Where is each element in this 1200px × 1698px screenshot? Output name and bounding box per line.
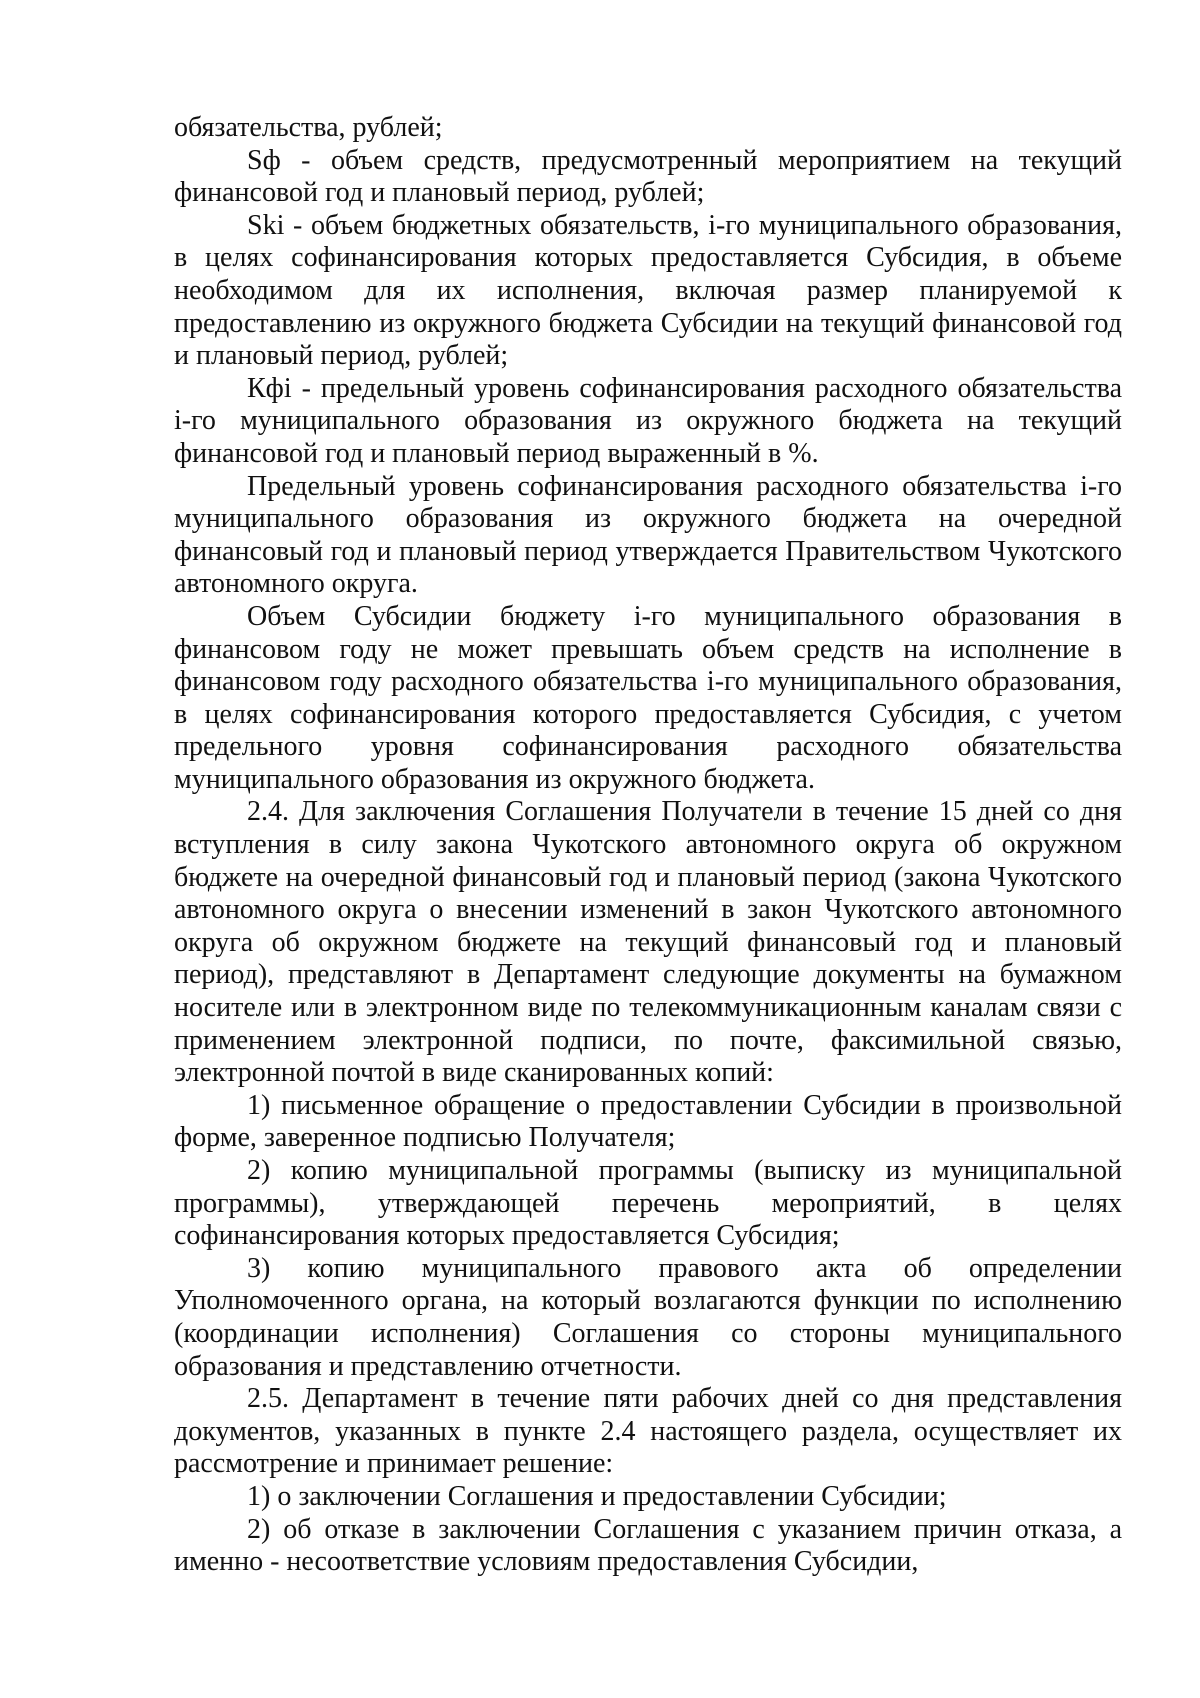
paragraph-definition-kfi: Кфi - предельный уровень софинансирования расходного обязательства i-го муниципального образования из окружного бюджета на текущий финансовой год и плановый период выраженный в %. — [174, 372, 1122, 469]
list-item-2-4-1: 1) письменное обращение о предоставлении Субсидии в произвольной форме, заверенное подписью Получателя; — [174, 1089, 1122, 1154]
list-item-2-4-3: 3) копию муниципального правового акта об определении Уполномоченного органа, на который возлагаются функции по исполнению (координации исполнения) Соглашения со стороны муниципального образования и представлению отчетности. — [174, 1252, 1122, 1382]
list-item-2-5-1: 1) о заключении Соглашения и предоставлении Субсидии; — [247, 1480, 947, 1512]
paragraph-cofinancing-level: Предельный уровень софинансирования расходного обязательства i-го муниципального образования из окружного бюджета на очередной финансовый год и плановый период утверждается Правительством Чукотского автономного округа. — [174, 470, 1122, 600]
paragraph-definition-sf: Sф - объем средств, предусмотренный мероприятием на текущий финансовой год и плановый период, рублей; — [174, 144, 1122, 209]
list-item-2-4-2: 2) копию муниципальной программы (выписку из муниципальной программы), утверждающей перечень мероприятий, в целях софинансирования которых предоставляется Субсидия; — [174, 1155, 1122, 1252]
paragraph-clause-2-4: 2.4. Для заключения Соглашения Получатели в течение 15 дней со дня вступления в силу закона Чукотского автономного округа об окружном бюджете на очередной финансовый год и плановый период (закона Чукотского автономного округа о внесении изменений в закон Чукотского автономного округа об окружном бюджете на текущий финансовый год и плановый период), представляют в Департамент следующие документы на бумажном носителе или в электронном виде по телекоммуникационным каналам связи с применением электронной подписи, по почте, факсимильной связью, электронной почтой в виде сканированных копий: — [174, 796, 1122, 1089]
paragraph-clause-2-5: 2.5. Департамент в течение пяти рабочих дней со дня представления документов, указанных в пункте 2.4 настоящего раздела, осуществляет их рассмотрение и принимает решение: — [174, 1383, 1122, 1480]
document-page — [174, 112, 1122, 1579]
paragraph-subsidy-volume: Объем Субсидии бюджету i-го муниципального образования в финансовом году не может превышать объем средств на исполнение в финансовом году расходного обязательства i-го муниципального образования, в целях софинансирования которого предоставляется Субсидия, с учетом предельного уровня софинансирования расходного обязательства муниципального образования из окружного бюджета. — [174, 600, 1122, 795]
paragraph-continuation: обязательства, рублей; — [174, 112, 443, 143]
list-item-2-5-2: 2) об отказе в заключении Соглашения с указанием причин отказа, а именно - несоответствие условиям предоставления Субсидии, — [174, 1513, 1122, 1578]
paragraph-definition-ski: Ski - объем бюджетных обязательств, i-го муниципального образования, в целях софинансирования которых предоставляется Субсидия, в объеме необходимом для их исполнения, включая размер планируемой к предоставлению из окружного бюджета Субсидии на текущий финансовой год и плановый период, рублей; — [174, 209, 1122, 372]
